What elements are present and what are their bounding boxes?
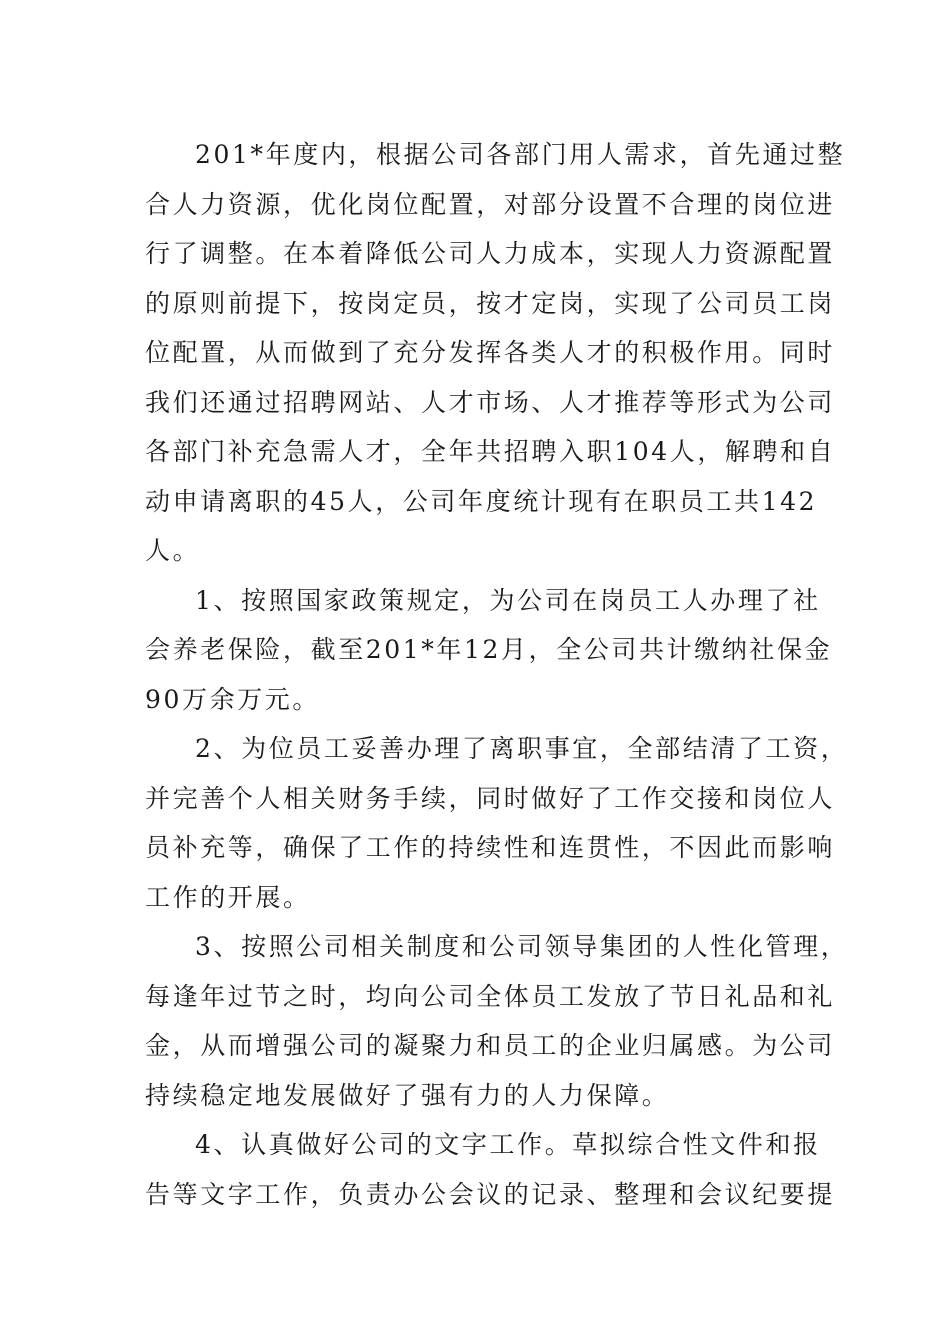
text-line: 的原则前提下，按岗定员，按才定岗，实现了公司员工岗 (145, 288, 836, 318)
text-line: 1、按照国家政策规定，为公司在岗员工人办理了社 (195, 585, 821, 615)
paragraph-item-3 (145, 922, 849, 1120)
text-line: 201*年度内，根据公司各部门用人需求，首先通过整 (195, 140, 846, 169)
paragraph-staffing (145, 130, 846, 576)
text-line: 4、认真做好公司的文字工作。草拟综合性文件和报 (195, 1130, 821, 1159)
paragraph-item-2 (145, 724, 849, 922)
document-body (145, 130, 849, 1219)
text-line: 我们还通过招聘网站、人才市场、人才推荐等形式为公司 (145, 387, 836, 417)
text-line: 各部门补充急需人才，全年共招聘入职104人，解聘和自 (145, 437, 836, 466)
text-line: 员补充等，确保了工作的持续性和连贯性，不因此而影响 (145, 833, 836, 862)
text-line: 位配置，从而做到了充分发挥各类人才的积极作用。同时 (145, 338, 836, 367)
text-line: 并完善个人相关财务手续，同时做好了工作交接和岗位人 (145, 783, 836, 813)
text-line: 合人力资源，优化岗位配置，对部分设置不合理的岗位进 (145, 189, 836, 219)
text-line: 90万余万元。 (145, 684, 321, 714)
text-line: 会养老保险，截至201*年12月，全公司共计缴纳社保金 (145, 635, 833, 664)
text-line: 动申请离职的45人，公司年度统计现有在职员工共142 (145, 486, 818, 516)
text-line: 每逢年过节之时，均向公司全体员工发放了节日礼品和礼 (145, 981, 836, 1011)
text-line: 行了调整。在本着降低公司人力成本，实现人力资源配置 (145, 239, 836, 268)
text-line: 3、按照公司相关制度和公司领导集团的人性化管理， (195, 932, 849, 961)
text-line: 持续稳定地发展做好了强有力的人力保障。 (145, 1080, 670, 1110)
text-line: 人。 (145, 536, 201, 565)
paragraph-item-1 (145, 576, 833, 725)
text-line: 工作的开展。 (145, 882, 311, 912)
text-line: 金，从而增强公司的凝聚力和员工的企业归属感。为公司 (145, 1031, 836, 1060)
paragraph-item-4 (145, 1120, 836, 1219)
text-line: 告等文字工作，负责办公会议的记录、整理和会议纪要提 (145, 1179, 836, 1209)
text-line: 2、为位员工妥善办理了离职事宜，全部结清了工资， (195, 734, 849, 763)
